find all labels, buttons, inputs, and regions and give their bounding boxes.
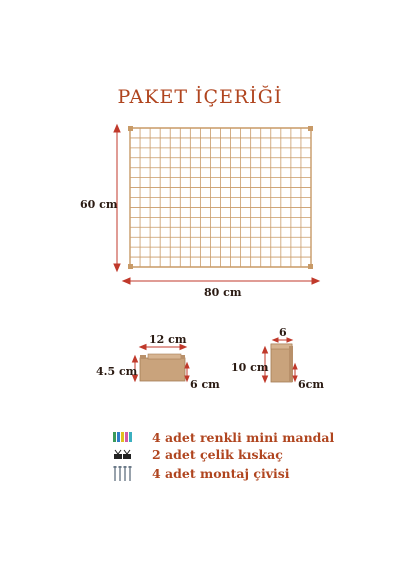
list-item-binder-clips: [112, 446, 283, 462]
page-title: PAKET İÇERİĞİ: [117, 86, 283, 108]
grid-width-label: 80 cm: [204, 286, 242, 299]
basket-height-label: 10 cm: [231, 361, 269, 374]
list-item-mini-clothespins: [112, 429, 334, 445]
shelf-depth-label: 6 cm: [190, 378, 220, 391]
basket-depth-arrow: [293, 364, 297, 381]
basket-body: [271, 344, 293, 382]
binder-clips-icon: [112, 447, 134, 461]
basket-depth-label: 6cm: [298, 378, 324, 391]
shelf-height-label: 4.5 cm: [96, 365, 138, 378]
list-item-text: 2 adet çelik kıskaç: [152, 446, 283, 462]
grid-height-label: 60 cm: [80, 198, 118, 211]
list-item-mounting-nails: [112, 465, 290, 481]
mini-clothespins-icon: [112, 430, 134, 444]
list-item-text: 4 adet renkli mini mandal: [152, 429, 335, 445]
shelf-width-label: 12 cm: [149, 333, 187, 346]
list-item-text: 4 adet montaj çivisi: [152, 465, 290, 481]
mounting-nails-icon: [112, 466, 134, 480]
basket-width-label: 6: [279, 326, 287, 339]
